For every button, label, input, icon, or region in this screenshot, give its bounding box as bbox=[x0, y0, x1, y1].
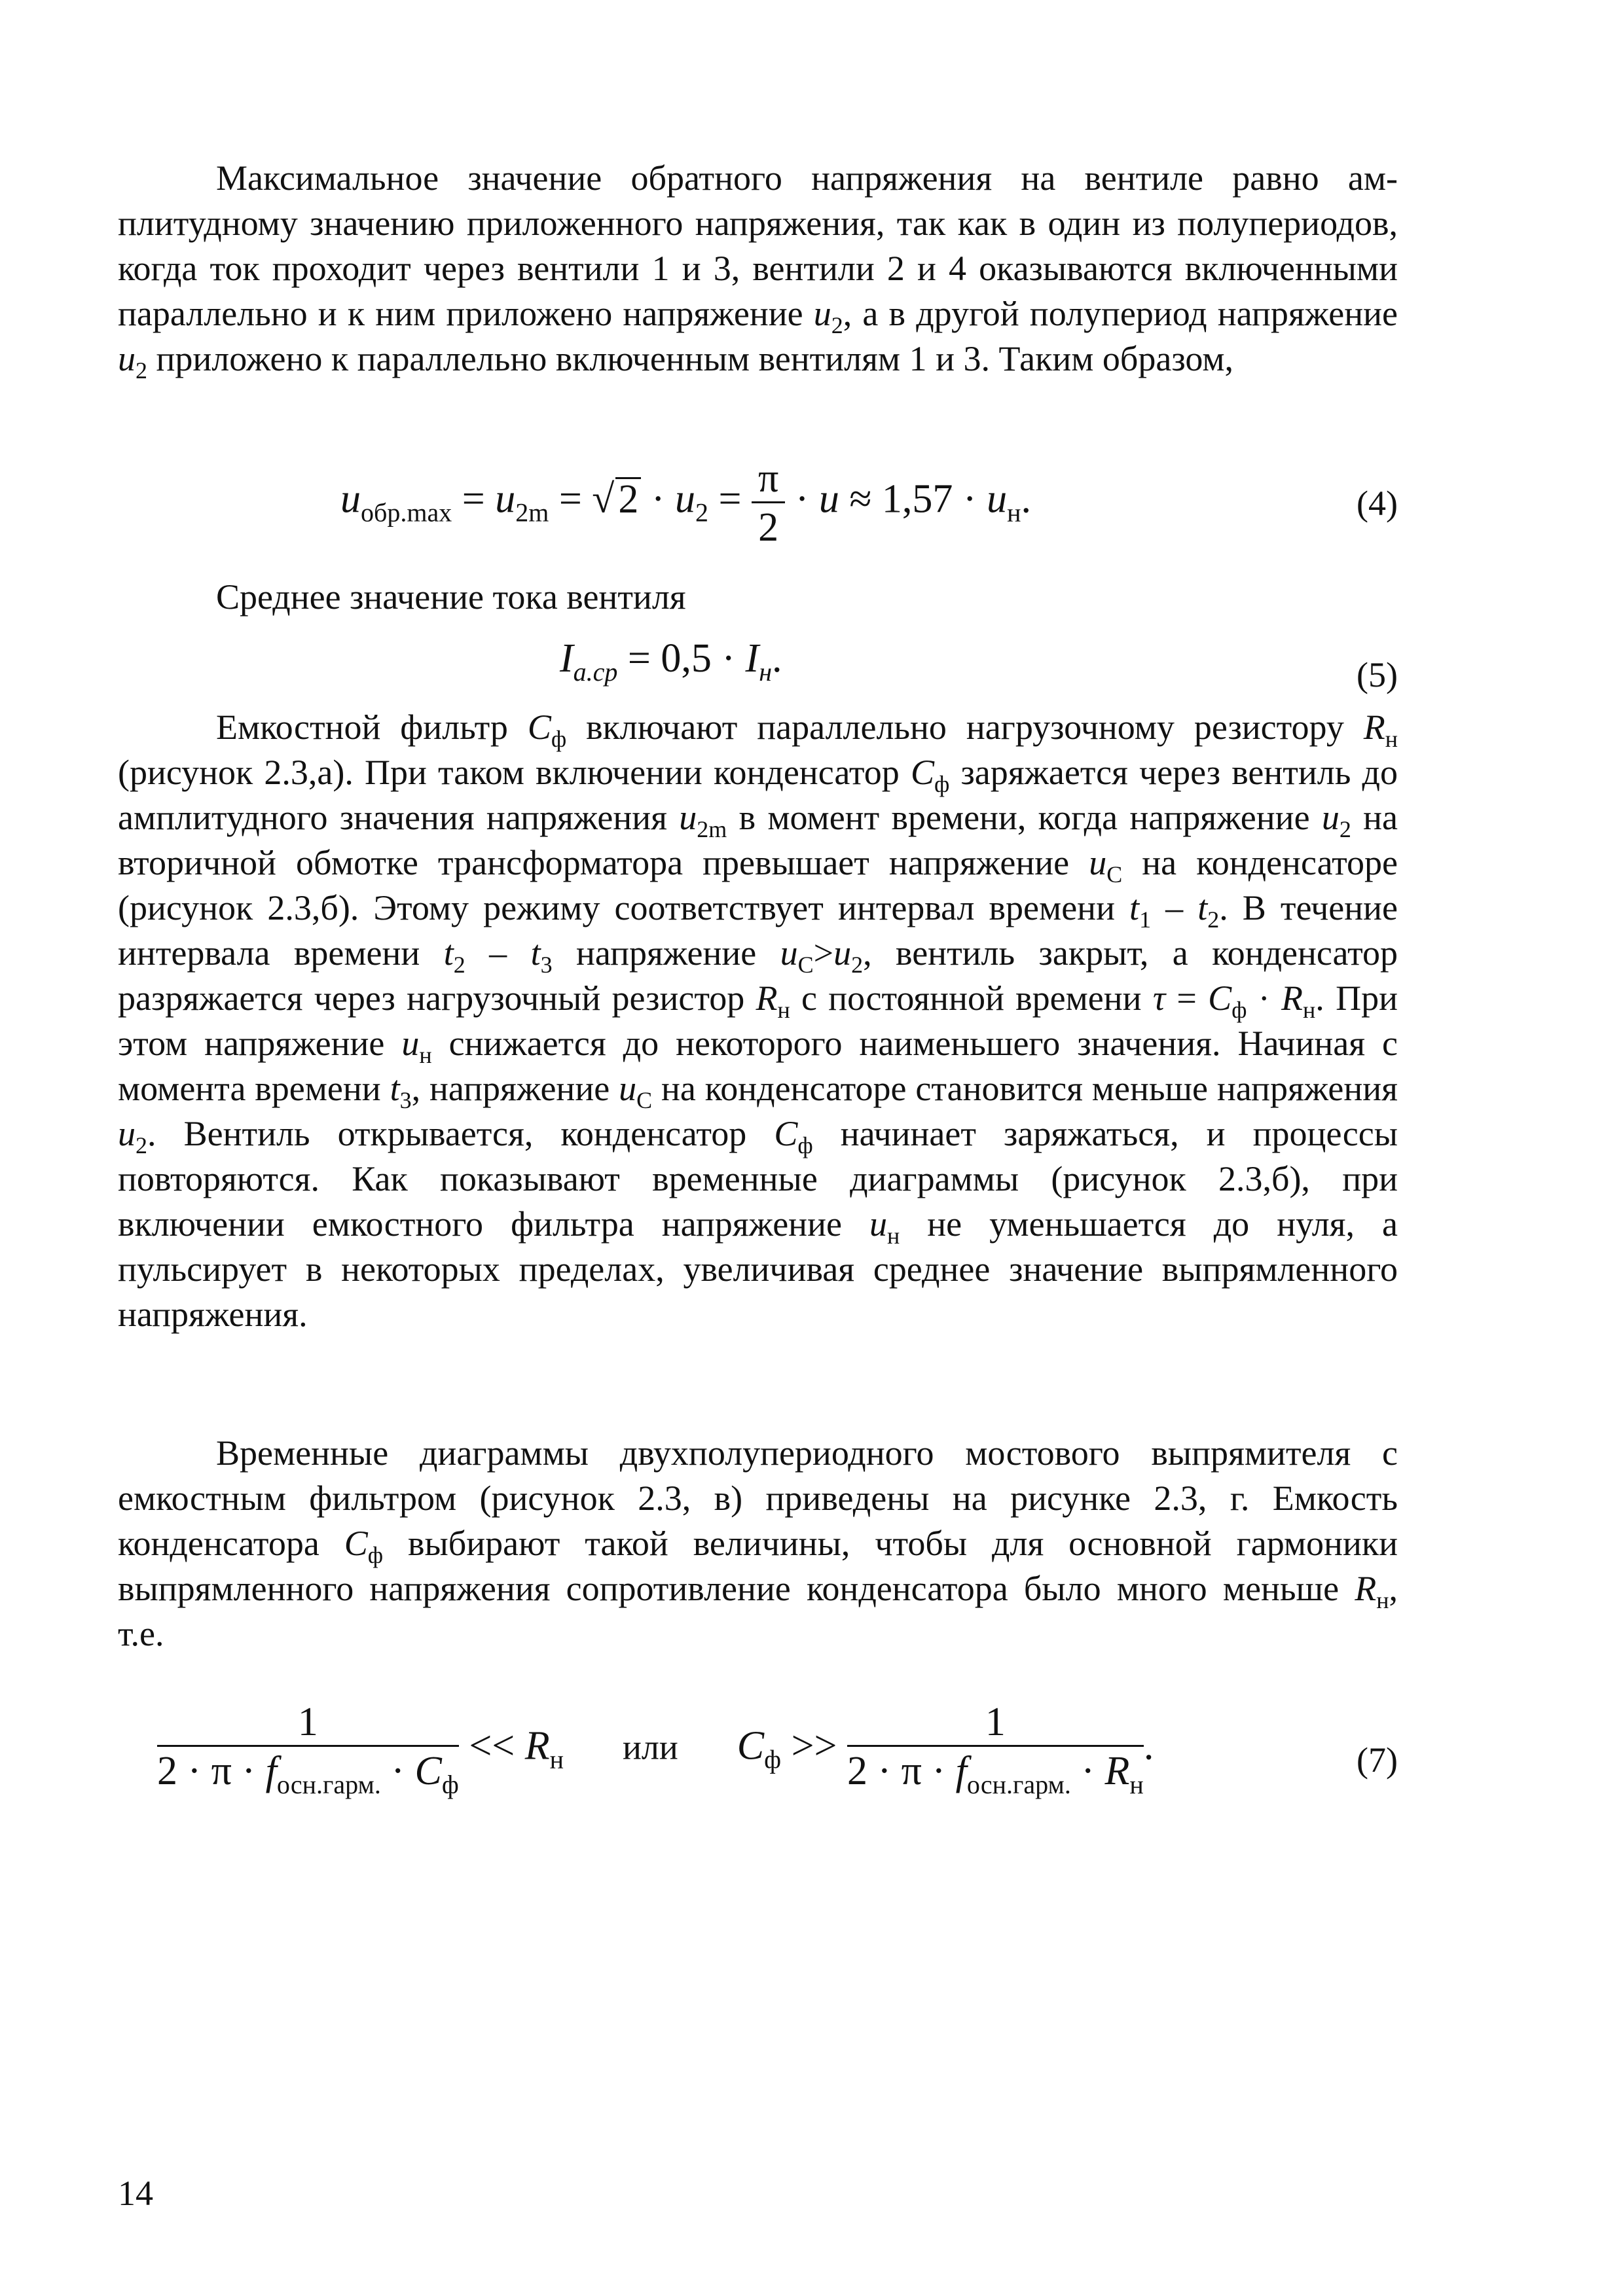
formula-number-4: (4) bbox=[1357, 484, 1398, 523]
paragraph-average-current: Среднее значение тока вентиля bbox=[216, 577, 686, 617]
formula-number-7: (7) bbox=[1357, 1740, 1398, 1780]
formula-7: $\frac{1}{2 \cdot \pi \cdot f_{осн.гарм.} \cdot C_ф}$ << $R_н$ или $C_ф$ >> $\frac{1}{2 \cdot \pi \cdot f_{осн.гарм.} \cdot R_н}$ . bbox=[157, 1700, 1154, 1799]
formula-5: $I_{a.cp} = 0,5 \cdot I_н$. bbox=[560, 636, 782, 687]
formula-number-5: (5) bbox=[1357, 655, 1398, 694]
formula-4: $u_{обр.max} = u_{2m} = √2 \cdot u_2$ = $\frac{\pi}{2}$ · $u \approx 1,57 \cdot u_н$. bbox=[340, 456, 1031, 550]
paragraph-timing-diagrams: Временные диаграммы двухполупериодного мостового выпрямителя с емкостным фильтром (рисунок 2.3, в) приведены на рисунке 2.3, г. Емкость конденсатора $C_ф$ выбирают такой величины, чтобы для основной гармоники выпрямленного напряжения сопротивление конденсатора было много меньше $R_н$, т.е. bbox=[118, 1433, 1398, 1653]
paragraph-capacitive-filter: Емкостной фильтр $C_ф$ включают параллельно нагрузочному резистору $R_н$ (рисунок 2.3,а). При таком включении конденсатор $C_ф$ заряжается через вентиль до амплитудного значения напряжения $u_{2m}$ в момент времени, когда напряжение $u_2$ на вторичной обмотке трансформатора превышает напряжение $u_C$ на конденсаторе (рисунок 2.3,б). Этому режиму соответствует интервал времени $t_1 - t_2$. В течение интервала времени $t_2 - t_3$ напряжение $u_C>u_2$, вентиль закрыт, а конденсатор разряжается через нагрузочный резистор $R_н$ с постоянной времени $\tau = C_ф \cdot R_н$. При этом напряжение $u_н$ снижается до некоторого наименьшего значения. Начиная с момента времени $t_3$, напряжение $u_C$ на конденсаторе становится меньше напряжения $u_2$. Вентиль открывается, конденсатор $C_ф$ начинает заряжаться, и процессы повторяются. Как показывают временные диаграммы (рисунок 2.3,б), при включении емкостного фильтра напряжение $u_н$ не уменьшается до нуля, а пульсирует в некоторых пределах, увеличивая среднее значение выпрямленного напряжения. bbox=[118, 708, 1398, 1334]
paragraph-reverse-voltage: Максимальное значение обратного напряжения на вентиле равно амплитудному значению приложенного напряжения, так как в один из полупериодов, когда ток проходит через вентили 1 и 3, вентили 2 и 4 оказываются включенными параллельно и к ним приложено напряжение $u_2$, а в другой полупериод напряжение $u_2$ приложено к параллельно включенным вентилям 1 и 3. Таким образом, bbox=[118, 158, 1398, 384]
page-number: 14 bbox=[118, 2174, 153, 2213]
